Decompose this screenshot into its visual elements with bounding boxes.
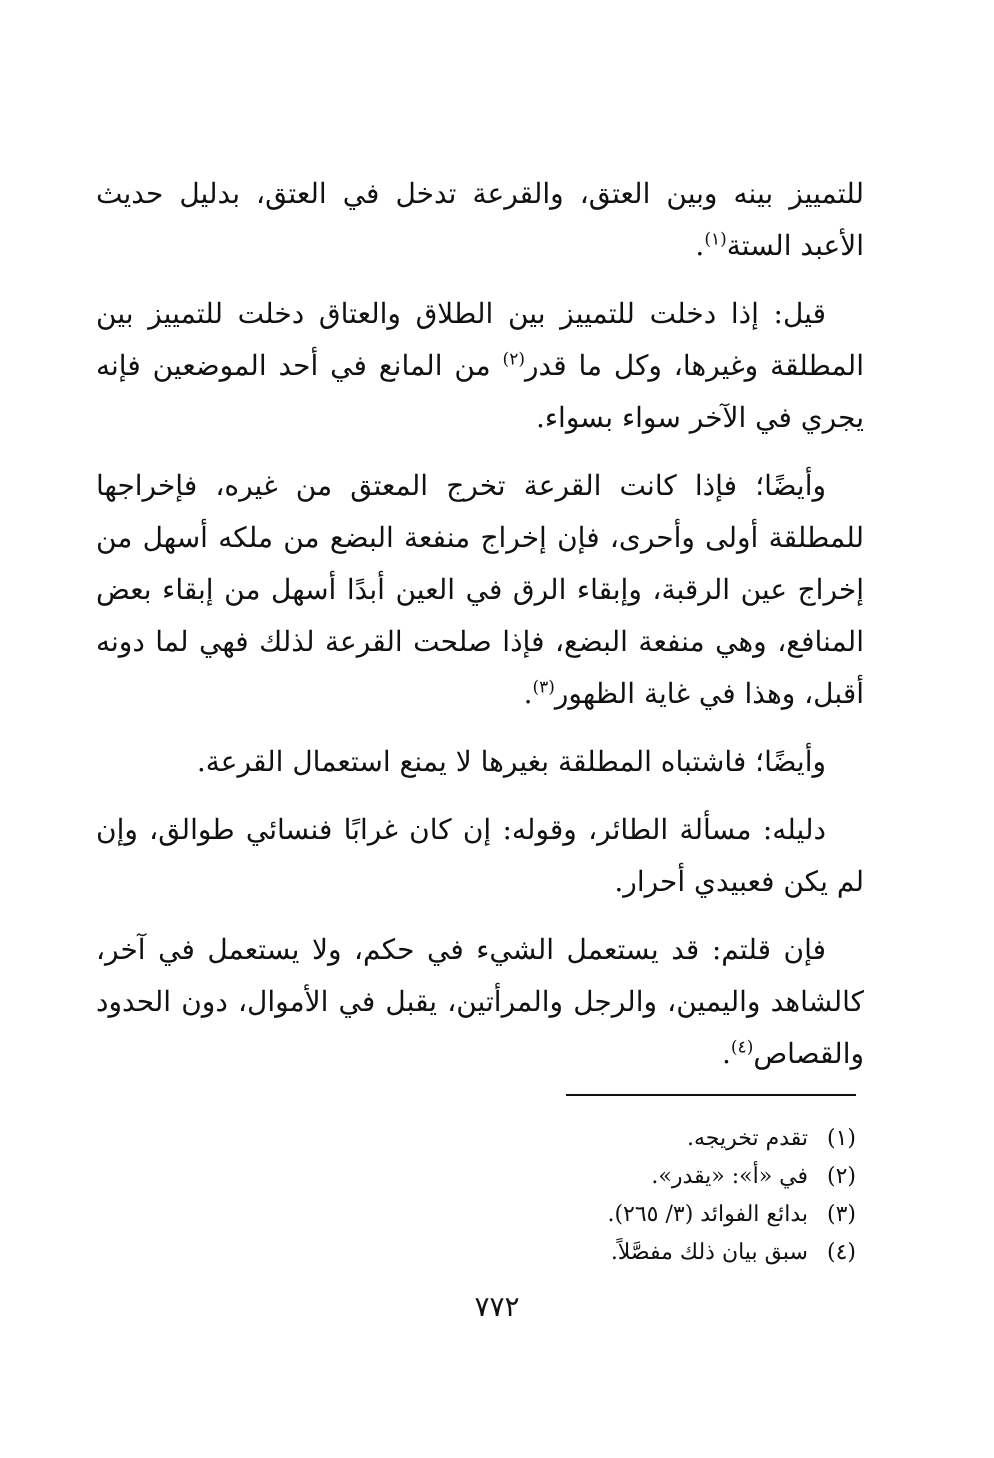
paragraph-1-end: . [695, 229, 705, 262]
paragraph-4-text: وأيضًا؛ فاشتباه المطلقة بغيرها لا يمنع استعمال القرعة. [196, 745, 826, 778]
paragraph-2-text: قيل: إذا دخلت للتمييز بين الطلاق والعتاق دخلت للتمييز بين المطلقة وغيرها، وكل ما قدر [96, 297, 864, 382]
body-text [96, 168, 864, 1096]
footnote-2 [300, 1158, 856, 1196]
paragraph-5 [96, 804, 864, 908]
footnote-text: تقدم تخريجه. [687, 1126, 808, 1151]
footnote-ref-2: (٢) [502, 349, 525, 370]
paragraph-1-text: للتمييز بينه وبين العتق، والقرعة تدخل في العتق، بدليل حديث الأعبد الستة [96, 177, 864, 262]
page-number: ٧٧٢ [474, 1290, 520, 1323]
paragraph-3-text: وأيضًا؛ فإذا كانت القرعة تخرج المعتق من غيره، فإخراجها للمطلقة أولى وأحرى، فإن إخراج منفعة البضع من ملكه أسهل من إخراج عين الرقبة، وإبقاء الرق في العين أبدًا أسهل من إبقاء بعض المنافع، وهي منفعة البضع، فإذا صلحت القرعة لذلك فهي لما دونه أقبل، وهذا في غاية الظهور [96, 469, 864, 710]
paragraph-3 [96, 460, 864, 720]
footnote-number: (٤) [826, 1240, 856, 1265]
footnote-4 [300, 1234, 856, 1272]
footnote-ref-3: (٣) [532, 677, 555, 698]
paragraph-1 [96, 168, 864, 272]
footnote-text: بدائع الفوائد (٣/ ٢٦٥). [607, 1202, 808, 1227]
footnote-separator [566, 1094, 856, 1096]
paragraph-2 [96, 288, 864, 444]
footnote-ref-4: (٤) [730, 1037, 754, 1058]
paragraph-5-text: دليله: مسألة الطائر، وقوله: إن كان غرابًا فنسائي طوالق، وإن لم يكن فعبيدي أحرار. [96, 813, 864, 898]
footnote-3 [300, 1196, 856, 1234]
footnote-1 [300, 1120, 856, 1158]
paragraph-4 [96, 736, 864, 788]
footnote-number: (٣) [826, 1202, 856, 1227]
paragraph-6-text: فإن قلتم: قد يستعمل الشيء في حكم، ولا يستعمل في آخر، كالشاهد واليمين، والرجل والمرأتين، يقبل في الأموال، دون الحدود والقصاص [96, 933, 864, 1070]
paragraph-3-end: . [523, 677, 533, 710]
footnotes [300, 1120, 856, 1272]
footnote-ref-1: (١) [704, 229, 727, 250]
footnote-number: (١) [826, 1126, 856, 1151]
paragraph-2-end: من المانع في أحد الموضعين فإنه يجري في الآخر سواء بسواء. [96, 349, 864, 434]
paragraph-6-end: . [722, 1037, 731, 1070]
footnote-text: في «أ»: «يقدر». [651, 1164, 808, 1189]
footnote-text: سبق بيان ذلك مفصَّلاً. [610, 1240, 808, 1265]
footnote-number: (٢) [826, 1164, 856, 1189]
paragraph-6 [96, 924, 864, 1080]
